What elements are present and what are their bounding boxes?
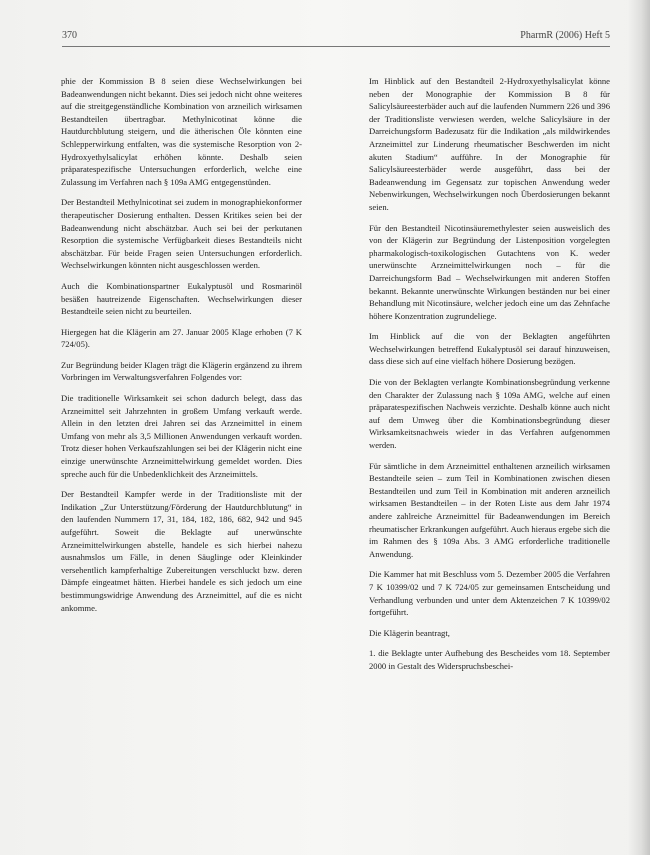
- paragraph: Für den Bestandteil Nicotinsäuremethylester seien ausweislich des von der Klägerin zur Begründung der Listenposition vorgelegten pharmakologisch-toxikologischen Gutachtens von K. weder unerwünschte Arzneimittelwirkungen noch – für die Darreichungsform Bad – Wechselwirkungen mit anderen Stoffen bekannt. Bekannte unerwünschte Wirkungen beständen nur bei einer Behandlung mit Nicotinsäure, welcher jedoch eine um das Zehnfache höhere Konzentration zugrundeliege.: [369, 222, 610, 321]
- left-column: [61, 75, 302, 622]
- paragraph: Die Klägerin beantragt,: [369, 627, 450, 638]
- page-edge-shadow: [628, 0, 650, 855]
- paragraph: Die traditionelle Wirksamkeit sei schon dadurch belegt, dass das Arzneimittel seit Jahrzehnten in großem Umfang verkauft werde. Allein in den letzten drei Jahren sei das Arzneimittel in einem Umfang von mehr als 3,5 Millionen Anwendungen verkauft worden. Trotz dieser hohen Verkaufszahlungen sei bei der Klägerin nicht eine einzige unerwünschte Arzneimittelwirkung gemeldet worden. Dies spreche auch für die Unbedenklichkeit des Arzneimittels.: [61, 393, 302, 479]
- right-column: [369, 75, 610, 681]
- journal-reference: PharmR (2006) Heft 5: [520, 30, 610, 41]
- paragraph: Zur Begründung beider Klagen trägt die Klägerin ergänzend zu ihrem Vorbringen im Verwaltungsverfahren Folgendes vor:: [61, 359, 302, 383]
- paragraph: Auch die Kombinationspartner Eukalyptusöl und Rosmarinöl besäßen hautreizende Eigenschaften. Wechselwirkungen dieser Bestandteile seien nicht zu beurteilen.: [61, 280, 302, 317]
- paragraph: Im Hinblick auf den Bestandteil 2-Hydroxyethylsalicylat könne neben der Monographie der Kommission B 8 für Salicylsäureesterbäder auch auf die laufenden Nummern 226 und 396 der Traditionsliste verwiesen werden, welche Salicylsäure in der Darreichungsform Badezusatz für die Indikation „als mildwirkendes Arzneimittel zur Linderung rheumatischer Beschwerden im nicht akuten Stadium“ aufführe. In der Monographie für Salicylsäureesterbäder werde ausgeführt, dass bei der Badeanwendung im Gegensatz zur topischen Anwendung weder Nebenwirkungen, Wechselwirkungen noch Überdosierungen bekannt seien.: [369, 76, 610, 212]
- paragraph: Im Hinblick auf die von der Beklagten angeführten Wechselwirkungen betreffend Eukalyptusöl sei darauf hinzuweisen, dass diese sich auf eine vielfach höhere Dosierung bezögen.: [369, 331, 610, 367]
- running-header: [62, 30, 610, 47]
- page-number: 370: [62, 30, 77, 41]
- paragraph: Für sämtliche in dem Arzneimittel enthaltenen arzneilich wirksamen Bestandteile seien – zum Teil in Kombinationen zwischen diesen Bestandteilen und zum Teil in Kombination mit anderen arzneilich wirksamen Bestandteilen – in der Roten Liste aus dem Jahr 1974 andere zahlreiche Arzneimittel für Badeanwendungen im Bereich rheumatischer Erkrankungen aufgeführt. Auch hieraus ergebe sich die im Rahmen des § 109a Abs. 3 AMG erforderliche traditionelle Anwendung.: [369, 460, 610, 559]
- paragraph: Die Kammer hat mit Beschluss vom 5. Dezember 2005 die Verfahren 7 K 10399/02 und 7 K 724/05 zur gemeinsamen Entscheidung und Verhandlung verbunden und unter dem Aktenzeichen 7 K 10399/02 fortgeführt.: [369, 569, 610, 618]
- paragraph: phie der Kommission B 8 seien diese Wechselwirkungen bei Badeanwendungen nicht bekannt. Dies sei jedoch nicht ohne weiteres auf die streitgegenständliche Kombination von arzneilich wirksamen Bestandteilen übertragbar. Methylnicotinat könne die Hautdurchblutung steigern, und die ätherischen Öle könnten eine Schlepperwirkung entfalten, was die systemische Resorption von 2-Hydroxyethylsalicylat erhöhen könnte. Deshalb seien präparatespezifische Untersuchungen erforderlich, welche eine Zulassung im Verfahren nach § 109a AMG entgegenstünden.: [61, 76, 302, 187]
- paragraph: Der Bestandteil Kampfer werde in der Traditionsliste mit der Indikation „Zur Unterstützung/Förderung der Hautdurchblutung“ in den laufenden Nummern 17, 31, 184, 182, 186, 682, 942 und 945 aufgeführt. Soweit die Beklagte auf unerwünschte Arzneimittelwirkungen abstelle, handele es sich hierbei nahezu ausnahmslos um Fälle, in denen Säuglinge oder Kleinkinder versehentlich kampferhaltige Zubereitungen verschluckt bzw. deren Dämpfe eingeatmet hätten. Hierbei handele es sich jedoch um eine bestimmungswidrige Anwendung des Arzneimittel, auf die es nicht ankomme.: [61, 489, 302, 613]
- paragraph: Der Bestandteil Methylnicotinat sei zudem in monographiekonformer therapeutischer Dosierung enthalten. Dessen Kritikes seien bei der Badeanwendung nicht abschätzbar. Auch sei bei der perkutanen Resorption die systemische Verfügbarkeit dieses Bestandteils nicht abschätzbar. Für beide Fragen seien Untersuchungen erforderlich. Wechselwirkungen könnten nicht ausgeschlossen werden.: [61, 197, 302, 271]
- paragraph: Hiergegen hat die Klägerin am 27. Januar 2005 Klage erhoben (7 K 724/05).: [61, 326, 302, 350]
- paragraph: 1. die Beklagte unter Aufhebung des Bescheides vom 18. September 2000 in Gestalt des Widerspruchsbeschei-: [369, 648, 610, 671]
- paragraph: Die von der Beklagten verlangte Kombinationsbegründung verkenne den Charakter der Zulassung nach § 109a AMG, welche auf einen präparatespezifischen Nachweis verzichte. Deshalb könne auch nicht auf dem Umweg über die Kombinationsbegründung dieser Wirksamkeitsnachweis wieder in das Verfahren aufgenommen werden.: [369, 377, 610, 451]
